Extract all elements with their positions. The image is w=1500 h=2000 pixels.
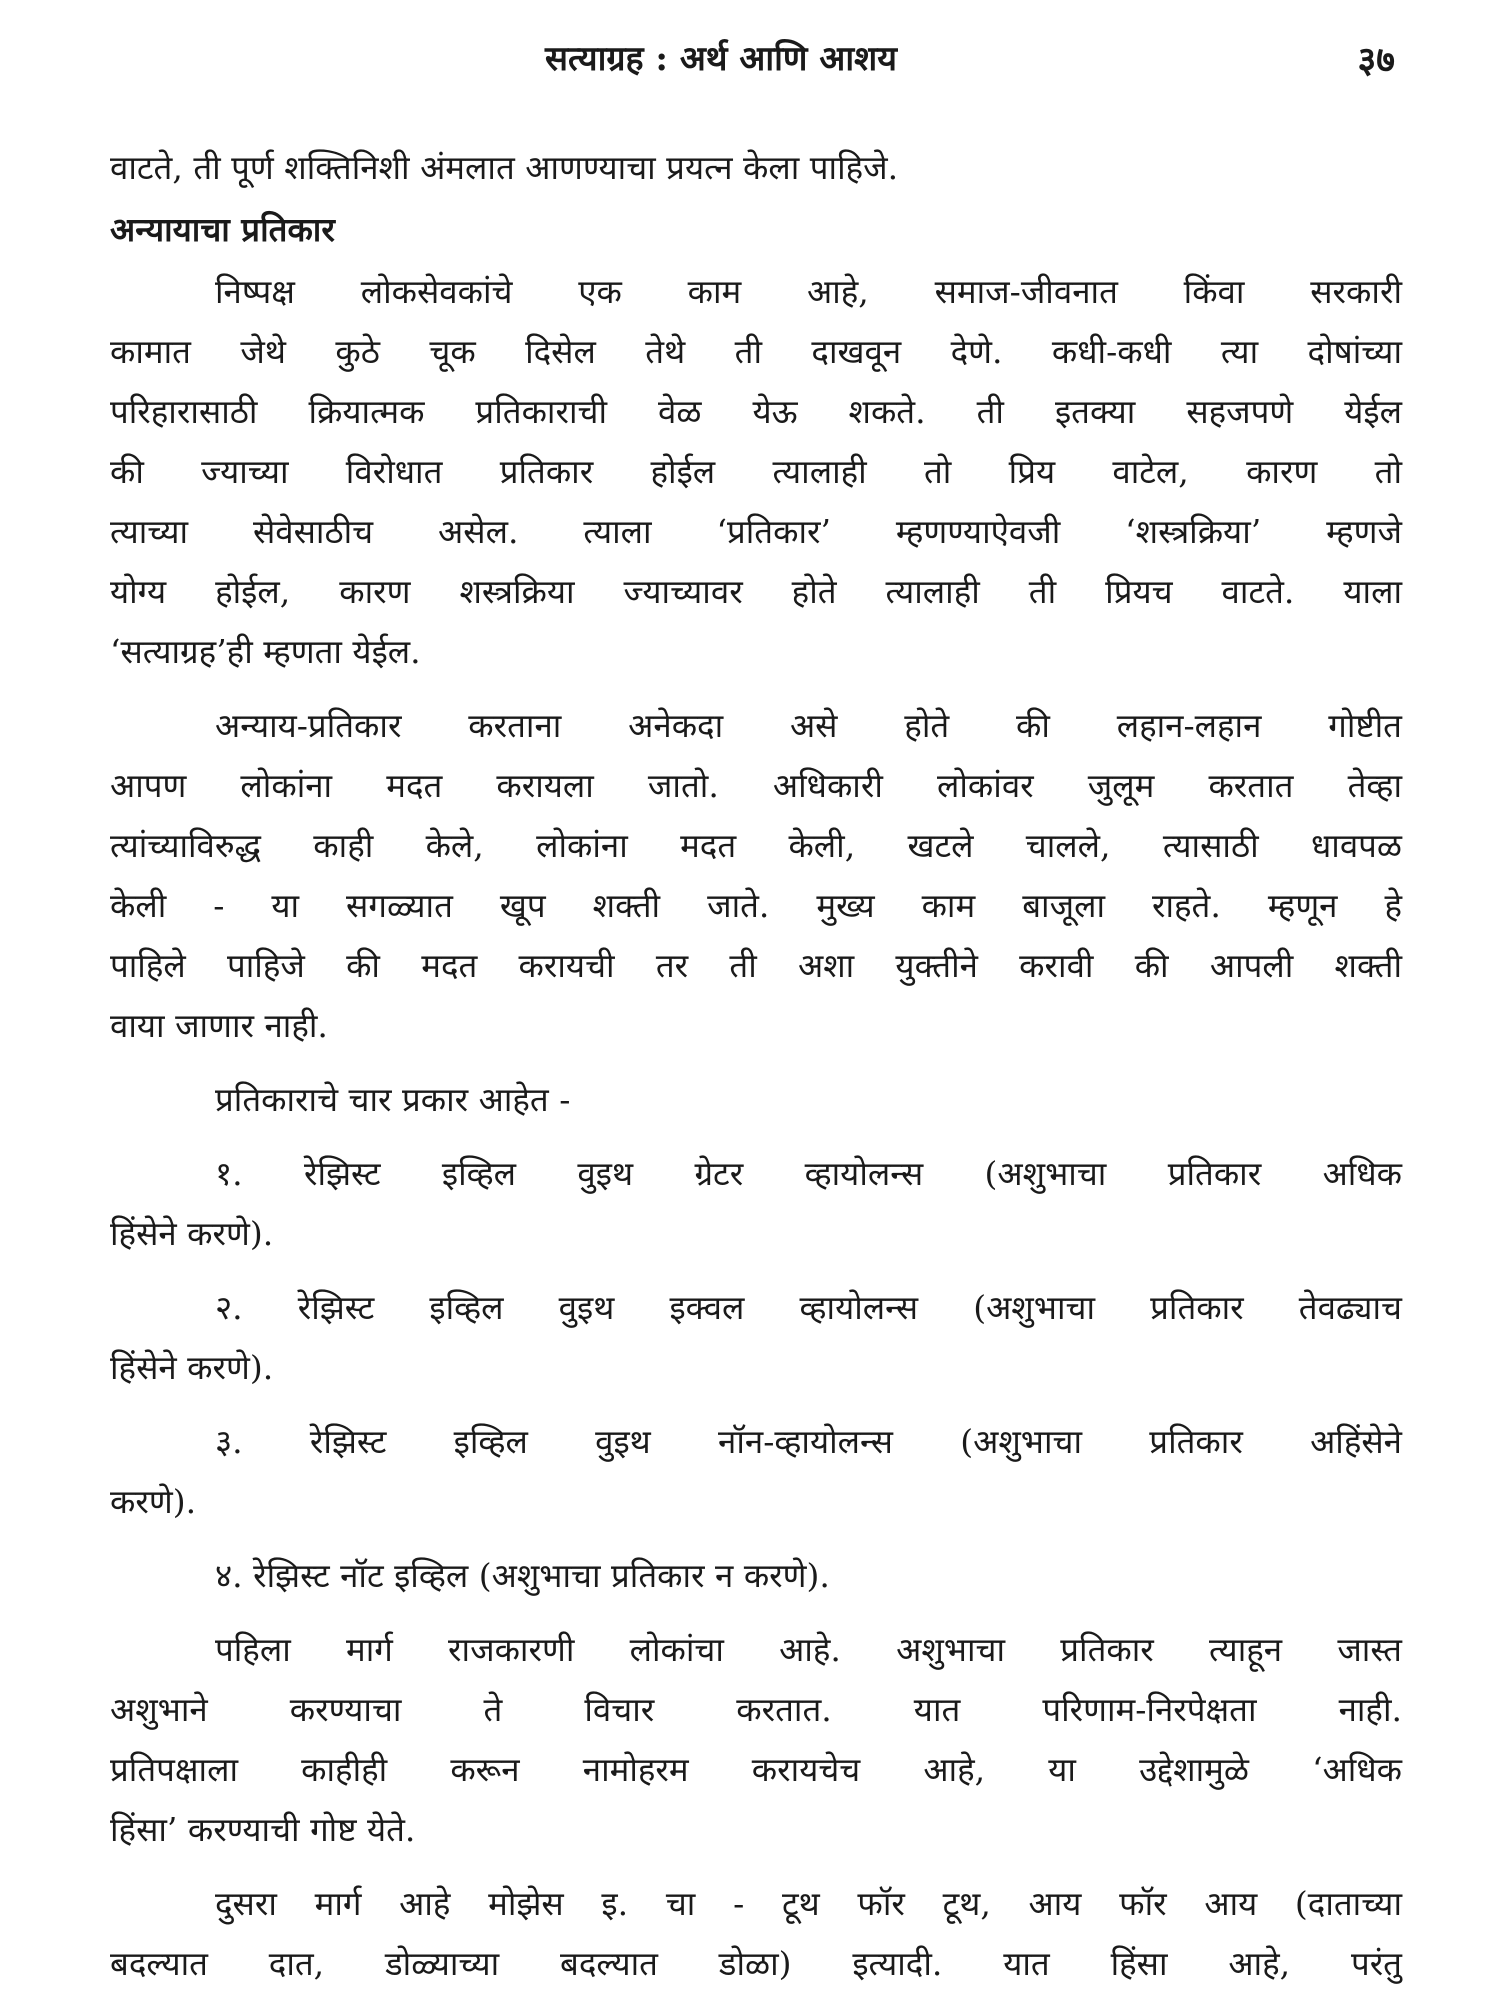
text-line: अशुभाने करण्याचा ते विचार करतात. यात परिणाम-निरपेक्षता नाही. [110,1690,1402,1729]
text-line: अन्याय-प्रतिकार करताना अनेकदा असे होते की लहान-लहान गोष्टीत [215,706,1402,745]
text-line: त्याच्या सेवेसाठीच असेल. त्याला ‘प्रतिकार’ म्हणण्याऐवजी ‘शस्त्रक्रिया’ म्हणजे [110,512,1402,551]
text-line: निष्पक्ष लोकसेवकांचे एक काम आहे, समाज-जीवनात किंवा सरकारी [215,272,1402,311]
text-line: ‘सत्याग्रह’ही म्हणता येईल. [110,632,421,671]
text-line: पाहिले पाहिजे की मदत करायची तर ती अशा युक्तीने करावी की आपली शक्ती [110,946,1402,985]
list-item: २. रेझिस्ट इव्हिल वुइथ इक्वल व्हायोलन्स (अशुभाचा प्रतिकार तेवढ्याच [215,1288,1402,1327]
text-line: वाटते, ती पूर्ण शक्तिनिशी अंमलात आणण्याचा प्रयत्न केला पाहिजे. [110,148,899,187]
text-line: प्रतिपक्षाला काहीही करून नामोहरम करायचेच आहे, या उद्देशामुळे ‘अधिक [110,1750,1402,1789]
text-line: पहिला मार्ग राजकारणी लोकांचा आहे. अशुभाचा प्रतिकार त्याहून जास्त [215,1630,1402,1669]
list-item: ३. रेझिस्ट इव्हिल वुइथ नॉन-व्हायोलन्स (अशुभाचा प्रतिकार अहिंसेने [215,1422,1402,1461]
list-item-continuation: करणे). [110,1482,197,1521]
page-number: ३७ [1357,39,1395,81]
text-line: आपण लोकांना मदत करायला जातो. अधिकारी लोकांवर जुलूम करतात तेव्हा [110,766,1402,805]
running-header [0,34,1500,94]
text-line: वाया जाणार नाही. [110,1006,328,1045]
list-item-continuation: हिंसेने करणे). [110,1214,274,1253]
text-line: दुसरा मार्ग आहे मोझेस इ. चा - टूथ फॉर टूथ, आय फॉर आय (दाताच्या [215,1884,1402,1923]
list-item-continuation: हिंसेने करणे). [110,1348,274,1387]
text-line: प्रतिकाराचे चार प्रकार आहेत - [215,1080,571,1119]
running-title: सत्याग्रह : अर्थ आणि आशय [545,39,897,79]
text-line: बदल्यात दात, डोळ्याच्या बदल्यात डोळा) इत्यादी. यात हिंसा आहे, परंतु [110,1944,1402,1983]
section-heading: अन्यायाचा प्रतिकार [110,210,335,249]
body-text [110,138,1402,1994]
list-item: ४. रेझिस्ट नॉट इव्हिल (अशुभाचा प्रतिकार न करणे). [215,1556,830,1595]
text-line: की ज्याच्या विरोधात प्रतिकार होईल त्यालाही तो प्रिय वाटेल, कारण तो [110,452,1402,491]
text-line: परिहारासाठी क्रियात्मक प्रतिकाराची वेळ येऊ शकते. ती इतक्या सहजपणे येईल [110,392,1402,431]
list-item: १. रेझिस्ट इव्हिल वुइथ ग्रेटर व्हायोलन्स (अशुभाचा प्रतिकार अधिक [215,1154,1402,1193]
text-line: योग्य होईल, कारण शस्त्रक्रिया ज्याच्यावर होते त्यालाही ती प्रियच वाटते. याला [110,572,1402,611]
text-line: कामात जेथे कुठे चूक दिसेल तेथे ती दाखवून देणे. कधी-कधी त्या दोषांच्या [110,332,1402,371]
text-line: हिंसा’ करण्याची गोष्ट येते. [110,1810,416,1849]
text-line: केली - या सगळ्यात खूप शक्ती जाते. मुख्य काम बाजूला राहते. म्हणून हे [110,886,1402,925]
text-line: त्यांच्याविरुद्ध काही केले, लोकांना मदत केली, खटले चालले, त्यासाठी धावपळ [110,826,1402,865]
